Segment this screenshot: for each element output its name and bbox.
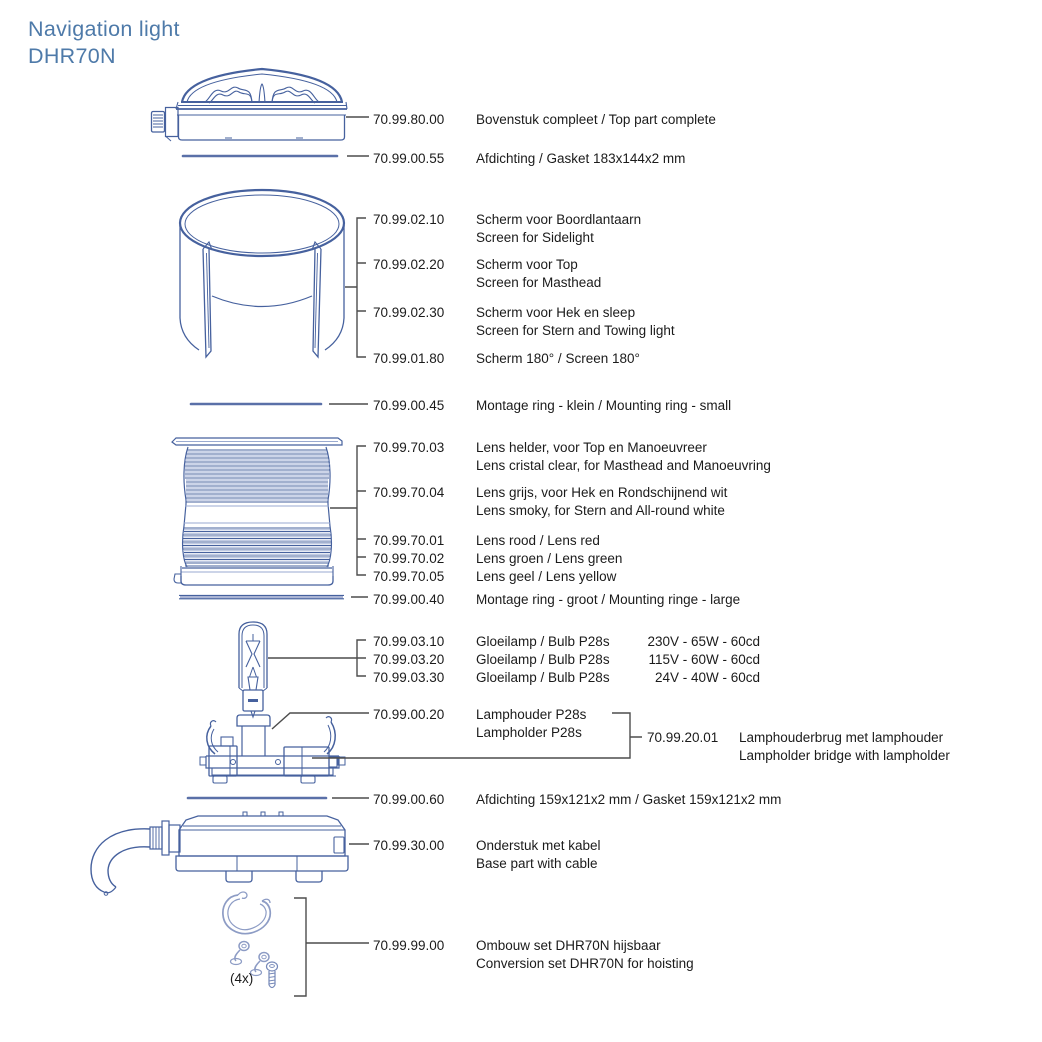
part-number: 70.99.30.00 — [373, 838, 445, 853]
part-description-line: Lamphouder P28s — [476, 707, 587, 722]
part-number: 70.99.70.04 — [373, 485, 445, 500]
page-title-line1: Navigation light — [28, 17, 180, 41]
part-description-line: Scherm 180° / Screen 180° — [476, 351, 640, 366]
bulb-spec: 24V - 40W - 60cd — [654, 670, 760, 685]
part-description — [476, 791, 781, 809]
part-description-line: Lens smoky, for Stern and All-round white — [476, 503, 725, 518]
bulb-spec: 230V - 65W - 60cd — [647, 634, 760, 649]
mounting-ring-large-drawing — [179, 595, 344, 598]
part-number: 70.99.00.40 — [373, 592, 445, 607]
part-description — [476, 350, 640, 368]
part-description — [476, 937, 694, 973]
part-description-line: Screen for Sidelight — [476, 230, 594, 245]
part-number: 70.99.03.20 — [373, 652, 445, 667]
part-description-line: Lens helder, voor Top en Manoeuvreer — [476, 440, 707, 455]
part-description-line: Montage ring - klein / Mounting ring - small — [476, 398, 732, 413]
part-description — [476, 706, 586, 742]
part-description — [476, 150, 685, 168]
part-number: 70.99.00.45 — [373, 398, 445, 413]
part-description — [476, 633, 610, 651]
part-number: 70.99.70.05 — [373, 569, 445, 584]
part-description — [476, 532, 600, 550]
part-description-line: Lens geel / Lens yellow — [476, 569, 617, 584]
part-description — [476, 568, 616, 586]
part-description — [476, 591, 740, 609]
part-description-line: Scherm voor Hek en sleep — [476, 305, 636, 320]
part-description-line: Lampholder bridge with lampholder — [739, 748, 950, 763]
part-description-line: Lamphouderbrug met lamphouder — [739, 730, 944, 745]
screen-drawing — [180, 190, 344, 357]
part-number: 70.99.02.10 — [373, 212, 445, 227]
part-description-line: Lens cristal clear, for Masthead and Manoeuvring — [476, 458, 771, 473]
lampholder-bridge-drawing — [200, 715, 345, 783]
part-number: 70.99.01.80 — [373, 351, 445, 366]
page-title-line2: DHR70N — [28, 44, 116, 68]
part-description-line: Lens grijs, voor Hek en Rondschijnend wit — [476, 485, 728, 500]
bulb-drawing — [239, 622, 267, 717]
base-part-drawing — [91, 812, 348, 895]
part-description — [476, 111, 716, 129]
part-number: 70.99.02.20 — [373, 257, 445, 272]
part-description — [476, 397, 731, 415]
part-description — [476, 439, 771, 475]
part-number: 70.99.00.20 — [373, 707, 445, 722]
part-number: 70.99.00.60 — [373, 792, 445, 807]
part-description-line: Screen for Stern and Towing light — [476, 323, 675, 338]
part-description-line: Lampholder P28s — [476, 725, 582, 740]
part-description-line: Lens groen / Lens green — [476, 551, 623, 566]
part-description — [476, 837, 601, 873]
part-number: 70.99.02.30 — [373, 305, 445, 320]
bulb-spec: 115V - 60W - 60cd — [648, 652, 760, 667]
screw-quantity-label: (4x) — [230, 971, 254, 986]
part-description — [476, 484, 727, 520]
part-description-line: Scherm voor Boordlantaarn — [476, 212, 642, 227]
part-description-line: Gloeilamp / Bulb P28s — [476, 652, 610, 667]
part-number: 70.99.80.00 — [373, 112, 445, 127]
part-description-line: Onderstuk met kabel — [476, 838, 601, 853]
part-number: 70.99.70.02 — [373, 551, 445, 566]
part-description — [476, 651, 610, 669]
part-description — [476, 211, 641, 247]
part-description-line: Afdichting / Gasket 183x144x2 mm — [476, 151, 686, 166]
part-number: 70.99.70.01 — [373, 533, 445, 548]
part-number: 70.99.00.55 — [373, 151, 445, 166]
part-description-line: Scherm voor Top — [476, 257, 578, 272]
part-description-line: Gloeilamp / Bulb P28s — [476, 634, 610, 649]
part-description-line: Screen for Masthead — [476, 275, 602, 290]
part-description-line: Bovenstuk compleet / Top part complete — [476, 112, 716, 127]
part-description — [476, 669, 610, 687]
lens-drawing — [172, 438, 342, 585]
part-description — [739, 729, 950, 765]
part-number: 70.99.99.00 — [373, 938, 445, 953]
part-description-line: Gloeilamp / Bulb P28s — [476, 670, 610, 685]
part-description — [476, 304, 675, 340]
part-description-line: Montage ring - groot / Mounting ringe - large — [476, 592, 741, 607]
top-part-drawing — [152, 69, 348, 141]
part-number: 70.99.03.30 — [373, 670, 445, 685]
part-description-line: Conversion set DHR70N for hoisting — [476, 956, 694, 971]
part-description-line: Lens rood / Lens red — [476, 533, 600, 548]
part-description-line: Ombouw set DHR70N hijsbaar — [476, 938, 661, 953]
part-number: 70.99.20.01 — [647, 730, 719, 745]
part-description — [476, 256, 601, 292]
part-description-line: Base part with cable — [476, 856, 598, 871]
part-description — [476, 550, 622, 568]
part-number: 70.99.70.03 — [373, 440, 445, 455]
part-description-line: Afdichting 159x121x2 mm / Gasket 159x121x2 mm — [476, 792, 782, 807]
page-title — [28, 16, 180, 70]
part-number: 70.99.03.10 — [373, 634, 445, 649]
